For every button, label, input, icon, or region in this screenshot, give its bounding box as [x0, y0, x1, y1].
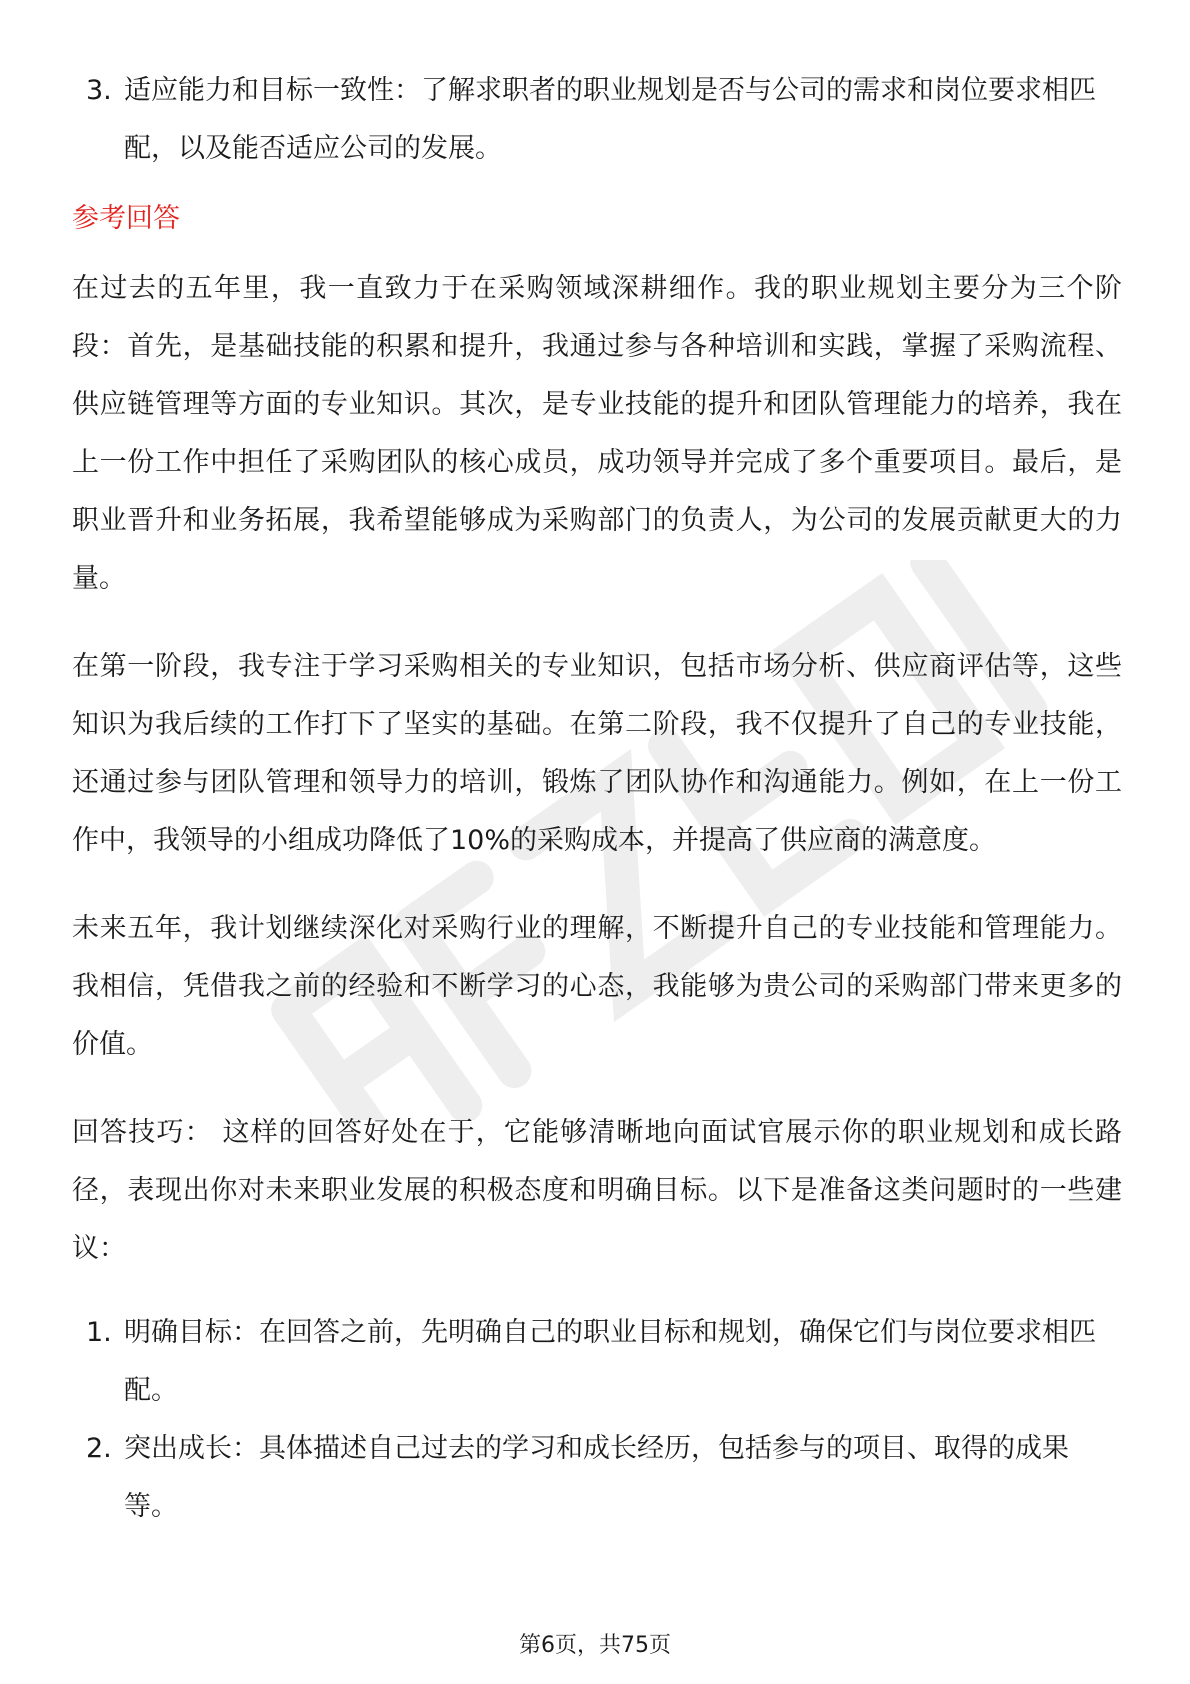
list-text: 适应能力和目标一致性：了解求职者的职业规划是否与公司的需求和岗位要求相匹配，以及能否适应公司的发展。 [124, 75, 1096, 164]
list-item [72, 1304, 1122, 1420]
list-text: 突出成长：具体描述自己过去的学习和成长经历，包括参与的项目、取得的成果等。 [124, 1433, 1069, 1522]
list-number: 2. [86, 1433, 112, 1464]
paragraph: 未来五年，我计划继续深化对采购行业的理解，不断提升自己的专业技能和管理能力。我相信，凭借我之前的经验和不断学习的心态，我能够为贵公司的采购部门带来更多的价值。 [72, 913, 1122, 1060]
list-number: 3. [86, 75, 112, 106]
page-footer: 第6页，共75页 [519, 1633, 671, 1658]
section-heading: 参考回答 [72, 203, 180, 234]
list-number: 1. [86, 1317, 112, 1348]
document-body [72, 62, 1122, 1536]
paragraph: 在过去的五年里，我一直致力于在采购领域深耕细作。我的职业规划主要分为三个阶段：首先，是基础技能的积累和提升，我通过参与各种培训和实践，掌握了采购流程、供应链管理等方面的专业知识。其次，是专业技能的提升和团队管理能力的培养，我在上一份工作中担任了采购团队的核心成员，成功领导并完成了多个重要项目。最后，是职业晋升和业务拓展，我希望能够成为采购部门的负责人，为公司的发展贡献更大的力量。 [72, 273, 1122, 594]
paragraph: 在第一阶段，我专注于学习采购相关的专业知识，包括市场分析、供应商评估等，这些知识为我后续的工作打下了坚实的基础。在第二阶段，我不仅提升了自己的专业技能，还通过参与团队管理和领导力的培训，锻炼了团队协作和沟通能力。例如，在上一份工作中，我领导的小组成功降低了10%的采购成本，并提高了供应商的满意度。 [72, 651, 1122, 856]
tips-paragraph: 回答技巧： 这样的回答好处在于，它能够清晰地向面试官展示你的职业规划和成长路径，表现出你对未来职业发展的积极态度和明确目标。以下是准备这类问题时的一些建议： [72, 1117, 1122, 1264]
list-item [72, 62, 1122, 178]
list-item [72, 1420, 1122, 1536]
list-text: 明确目标：在回答之前，先明确自己的职业目标和规划，确保它们与岗位要求相匹配。 [124, 1317, 1096, 1406]
